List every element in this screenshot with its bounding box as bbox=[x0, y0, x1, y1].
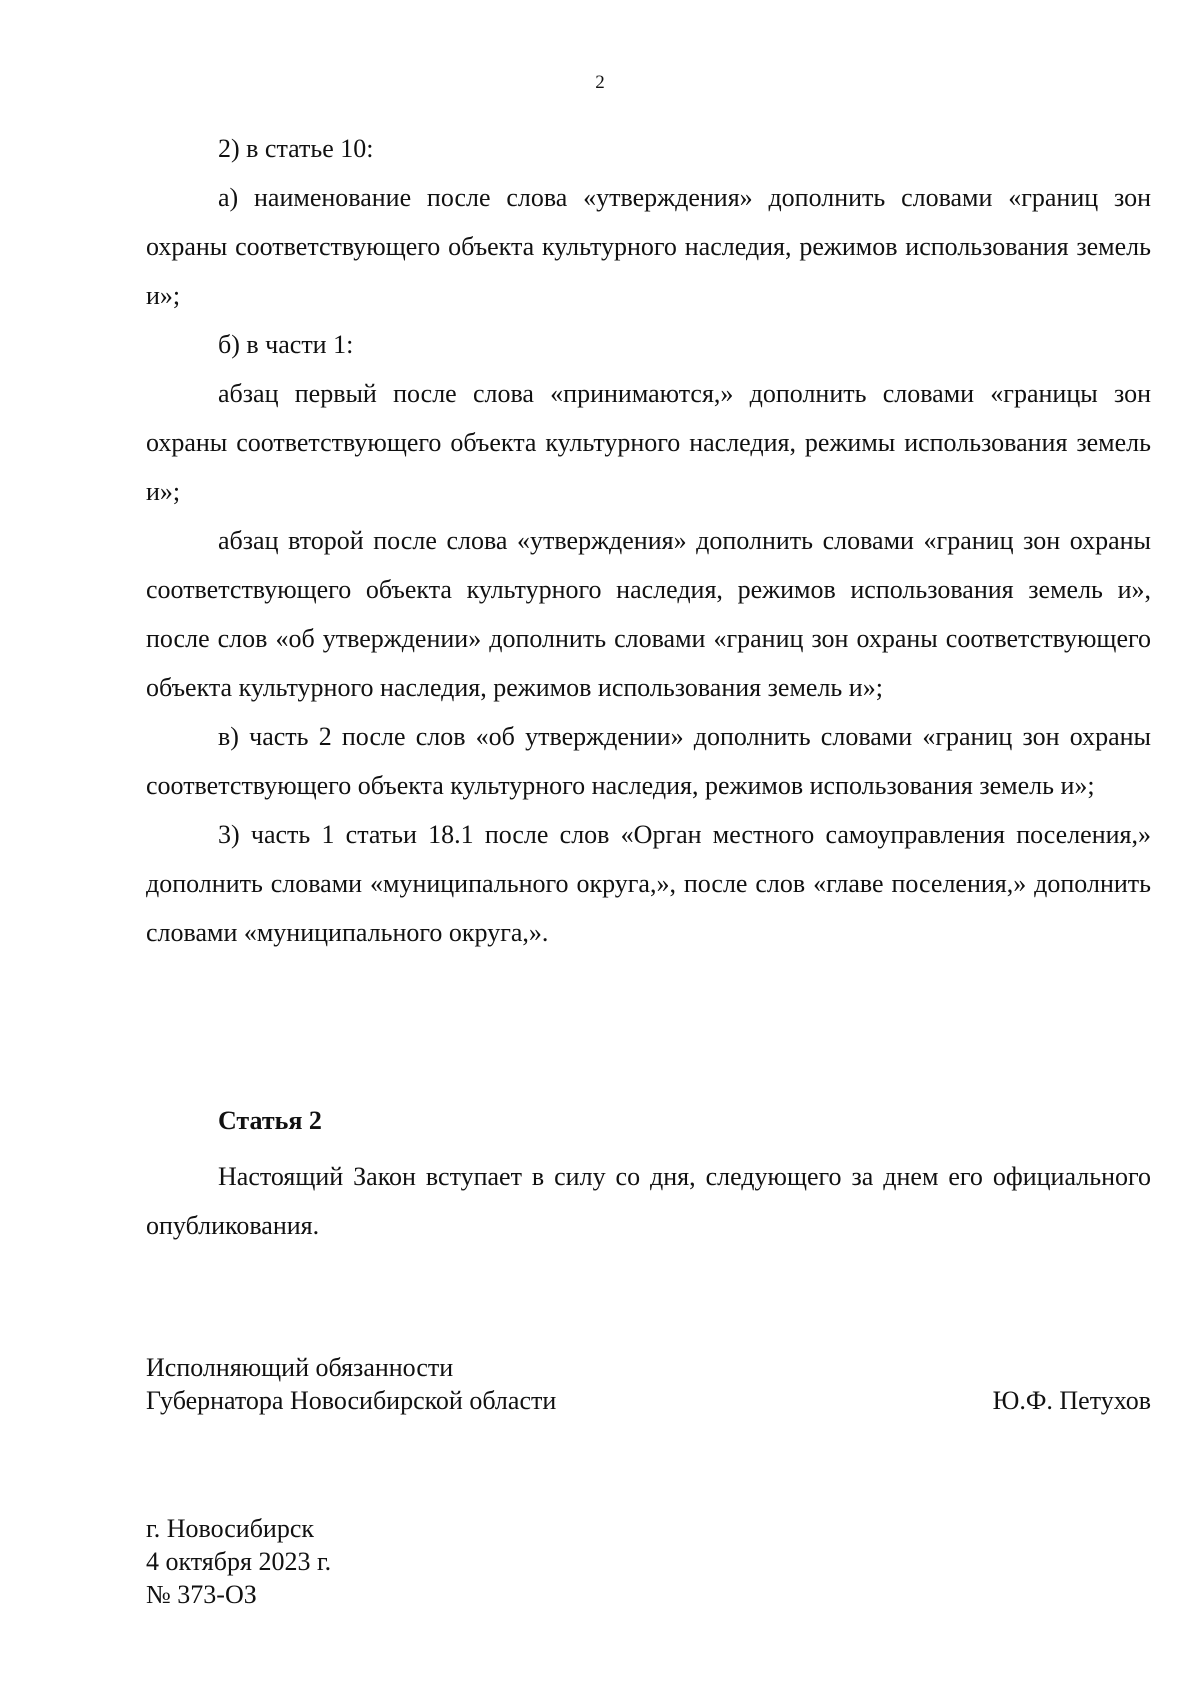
signatory-name: Ю.Ф. Петухов bbox=[992, 1386, 1151, 1415]
page-number: 2 bbox=[595, 72, 605, 93]
amendment-paragraph: а) наименование после слова «утверждения» дополнить словами «границ зон охраны соответствующего объекта культурного наследия, режимов использования земель и»; bbox=[146, 183, 1151, 310]
signatory-position bbox=[146, 1351, 556, 1417]
amendment-paragraph: б) в части 1: bbox=[218, 330, 354, 359]
amendment-paragraph: абзац второй после слова «утверждения» дополнить словами «границ зон охраны соответствующего объекта культурного наследия, режимов использования земель и», после слов «об утверждении» дополнить словами «границ зон охраны соответствующего объекта культурного наследия, режимов использования земель и»; bbox=[146, 526, 1151, 702]
city: г. Новосибирск bbox=[146, 1514, 315, 1543]
amendments-text bbox=[146, 124, 1151, 957]
amendment-paragraph: в) часть 2 после слов «об утверждении» дополнить словами «границ зон охраны соответствующего объекта культурного наследия, режимов использования земель и»; bbox=[146, 722, 1151, 800]
amendment-paragraph: абзац первый после слова «принимаются,» дополнить словами «границы зон охраны соответствующего объекта культурного наследия, режимы использования земель и»; bbox=[146, 379, 1151, 506]
amendment-paragraph: 2) в статье 10: bbox=[218, 134, 374, 163]
signatory-position-line: Исполняющий обязанности bbox=[146, 1353, 454, 1382]
place-date-number bbox=[146, 1512, 331, 1611]
amendment-paragraph: 3) часть 1 статьи 18.1 после слов «Орган местного самоуправления поселения,» дополнить словами «муниципального округа,», после слов «главе поселения,» дополнить словами «муниципального округа,». bbox=[146, 820, 1151, 947]
law-number: № 373-ОЗ bbox=[146, 1580, 257, 1609]
signatory-position-line: Губернатора Новосибирской области bbox=[146, 1386, 557, 1415]
article-paragraph: Настоящий Закон вступает в силу со дня, следующего за днем его официального опубликования. bbox=[146, 1162, 1151, 1240]
article-heading: Статья 2 bbox=[218, 1106, 322, 1135]
article-body bbox=[146, 1152, 1151, 1250]
date: 4 октября 2023 г. bbox=[146, 1547, 332, 1576]
